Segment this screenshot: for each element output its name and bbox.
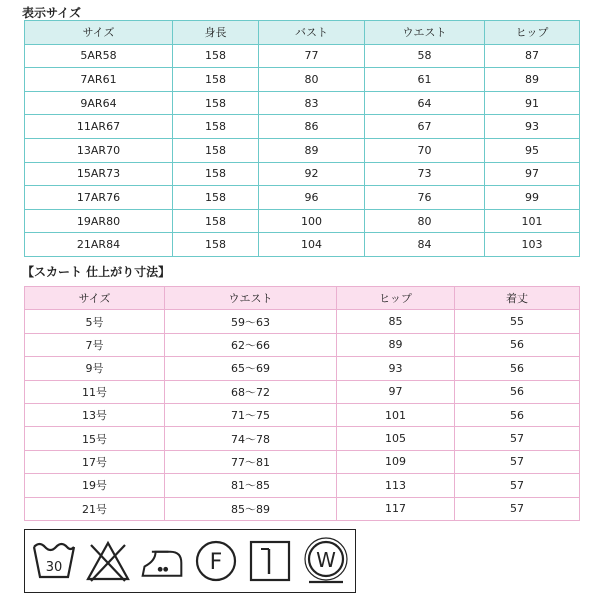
skirt-table-cell: 109 <box>337 450 455 473</box>
skirt-table-row <box>25 427 580 450</box>
skirt-table-row <box>25 380 580 403</box>
skirt-table-cell: 7号 <box>25 333 165 356</box>
size-table-cell: 21AR84 <box>25 233 173 257</box>
line-dry-icon <box>247 537 293 585</box>
skirt-table-cell: 113 <box>337 474 455 497</box>
wet-clean-letter: W <box>316 548 336 572</box>
size-table-cell: 95 <box>485 138 580 162</box>
wash-30-icon <box>31 537 77 585</box>
skirt-table-cell: 81～85 <box>165 474 337 497</box>
size-table-cell: 17AR76 <box>25 186 173 210</box>
skirt-table-row <box>25 310 580 333</box>
skirt-table-row <box>25 333 580 356</box>
size-table-cell: 100 <box>259 209 365 233</box>
skirt-table-cell: 85～89 <box>165 497 337 520</box>
skirt-table-header-cell: ウエスト <box>165 287 337 310</box>
size-table-cell: 97 <box>485 162 580 186</box>
skirt-table-cell: 117 <box>337 497 455 520</box>
size-table-cell: 89 <box>485 68 580 92</box>
iron-low-icon <box>139 537 185 585</box>
size-table-cell: 80 <box>365 209 485 233</box>
skirt-table-cell: 71～75 <box>165 403 337 426</box>
skirt-table-cell: 68～72 <box>165 380 337 403</box>
skirt-table-header-row <box>25 287 580 310</box>
care-labels-box <box>24 529 356 593</box>
size-table-cell: 86 <box>259 115 365 139</box>
size-table-cell: 67 <box>365 115 485 139</box>
size-table-cell: 73 <box>365 162 485 186</box>
size-table-cell: 76 <box>365 186 485 210</box>
skirt-table-cell: 19号 <box>25 474 165 497</box>
size-table-cell: 158 <box>173 162 259 186</box>
size-table-body <box>25 44 580 256</box>
skirt-table-row <box>25 450 580 473</box>
size-table-header-cell: サイズ <box>25 21 173 45</box>
size-table-header-row <box>25 21 580 45</box>
size-table-row <box>25 115 580 139</box>
size-table-cell: 96 <box>259 186 365 210</box>
size-table-row <box>25 186 580 210</box>
size-table-cell: 7AR61 <box>25 68 173 92</box>
size-table-cell: 158 <box>173 115 259 139</box>
size-table-cell: 99 <box>485 186 580 210</box>
skirt-table-cell: 17号 <box>25 450 165 473</box>
size-table-cell: 64 <box>365 91 485 115</box>
skirt-table-cell: 89 <box>337 333 455 356</box>
skirt-table-title: 【スカート 仕上がり寸法】 <box>22 265 171 279</box>
skirt-table <box>24 286 580 521</box>
size-table-row <box>25 162 580 186</box>
skirt-table-cell: 65～69 <box>165 357 337 380</box>
size-table-cell: 80 <box>259 68 365 92</box>
skirt-table-cell: 101 <box>337 403 455 426</box>
skirt-table-cell: 56 <box>455 380 580 403</box>
size-table-title: 表示サイズ <box>22 6 82 20</box>
skirt-table-cell: 93 <box>337 357 455 380</box>
skirt-table-cell: 57 <box>455 497 580 520</box>
size-table-cell: 9AR64 <box>25 91 173 115</box>
size-table-cell: 158 <box>173 138 259 162</box>
skirt-table-cell: 57 <box>455 474 580 497</box>
skirt-table-cell: 105 <box>337 427 455 450</box>
skirt-table-cell: 97 <box>337 380 455 403</box>
size-table-cell: 158 <box>173 68 259 92</box>
skirt-table-header-cell: ヒップ <box>337 287 455 310</box>
skirt-table-header-cell: 着丈 <box>455 287 580 310</box>
size-table-cell: 89 <box>259 138 365 162</box>
skirt-table-cell: 15号 <box>25 427 165 450</box>
size-table-cell: 13AR70 <box>25 138 173 162</box>
size-table-cell: 84 <box>365 233 485 257</box>
size-table-cell: 19AR80 <box>25 209 173 233</box>
skirt-table-cell: 13号 <box>25 403 165 426</box>
size-table-cell: 103 <box>485 233 580 257</box>
size-table-cell: 101 <box>485 209 580 233</box>
dry-clean-f-icon <box>193 537 239 585</box>
skirt-table-cell: 56 <box>455 333 580 356</box>
skirt-table-cell: 85 <box>337 310 455 333</box>
skirt-table-row <box>25 403 580 426</box>
size-table-cell: 158 <box>173 209 259 233</box>
skirt-table-cell: 55 <box>455 310 580 333</box>
size-table-cell: 158 <box>173 44 259 68</box>
size-table-cell: 15AR73 <box>25 162 173 186</box>
skirt-table-cell: 11号 <box>25 380 165 403</box>
size-table-header-cell: ウエスト <box>365 21 485 45</box>
skirt-table-cell: 57 <box>455 450 580 473</box>
size-table-cell: 104 <box>259 233 365 257</box>
size-table-header-cell: 身長 <box>173 21 259 45</box>
size-table-row <box>25 91 580 115</box>
size-table-row <box>25 233 580 257</box>
skirt-table-body <box>25 310 580 521</box>
skirt-table-cell: 62～66 <box>165 333 337 356</box>
size-table-cell: 70 <box>365 138 485 162</box>
skirt-table-cell: 21号 <box>25 497 165 520</box>
size-table-cell: 87 <box>485 44 580 68</box>
size-table-header-cell: バスト <box>259 21 365 45</box>
wet-clean-w-icon <box>303 537 349 585</box>
size-table-cell: 61 <box>365 68 485 92</box>
size-table-row <box>25 209 580 233</box>
size-table-cell: 93 <box>485 115 580 139</box>
size-table-row <box>25 44 580 68</box>
skirt-table-cell: 5号 <box>25 310 165 333</box>
skirt-table-cell: 56 <box>455 357 580 380</box>
size-table-row <box>25 138 580 162</box>
skirt-table-cell: 56 <box>455 403 580 426</box>
size-table-cell: 77 <box>259 44 365 68</box>
skirt-table-row <box>25 474 580 497</box>
skirt-table-cell: 77～81 <box>165 450 337 473</box>
size-table-header-cell: ヒップ <box>485 21 580 45</box>
size-table-cell: 158 <box>173 186 259 210</box>
size-table-cell: 58 <box>365 44 485 68</box>
skirt-table-row <box>25 497 580 520</box>
skirt-table-cell: 59～63 <box>165 310 337 333</box>
size-table-cell: 158 <box>173 233 259 257</box>
size-table-cell: 83 <box>259 91 365 115</box>
size-table-row <box>25 68 580 92</box>
size-table-cell: 158 <box>173 91 259 115</box>
dry-clean-letter: F <box>209 550 223 575</box>
size-table-cell: 5AR58 <box>25 44 173 68</box>
no-bleach-icon <box>85 537 131 585</box>
size-table-cell: 91 <box>485 91 580 115</box>
skirt-table-cell: 74～78 <box>165 427 337 450</box>
skirt-table-header-cell: サイズ <box>25 287 165 310</box>
size-table-cell: 92 <box>259 162 365 186</box>
skirt-table-row <box>25 357 580 380</box>
size-table-cell: 11AR67 <box>25 115 173 139</box>
size-table <box>24 20 580 257</box>
wash-temp-label: 30 <box>45 560 63 575</box>
skirt-table-cell: 9号 <box>25 357 165 380</box>
skirt-table-cell: 57 <box>455 427 580 450</box>
